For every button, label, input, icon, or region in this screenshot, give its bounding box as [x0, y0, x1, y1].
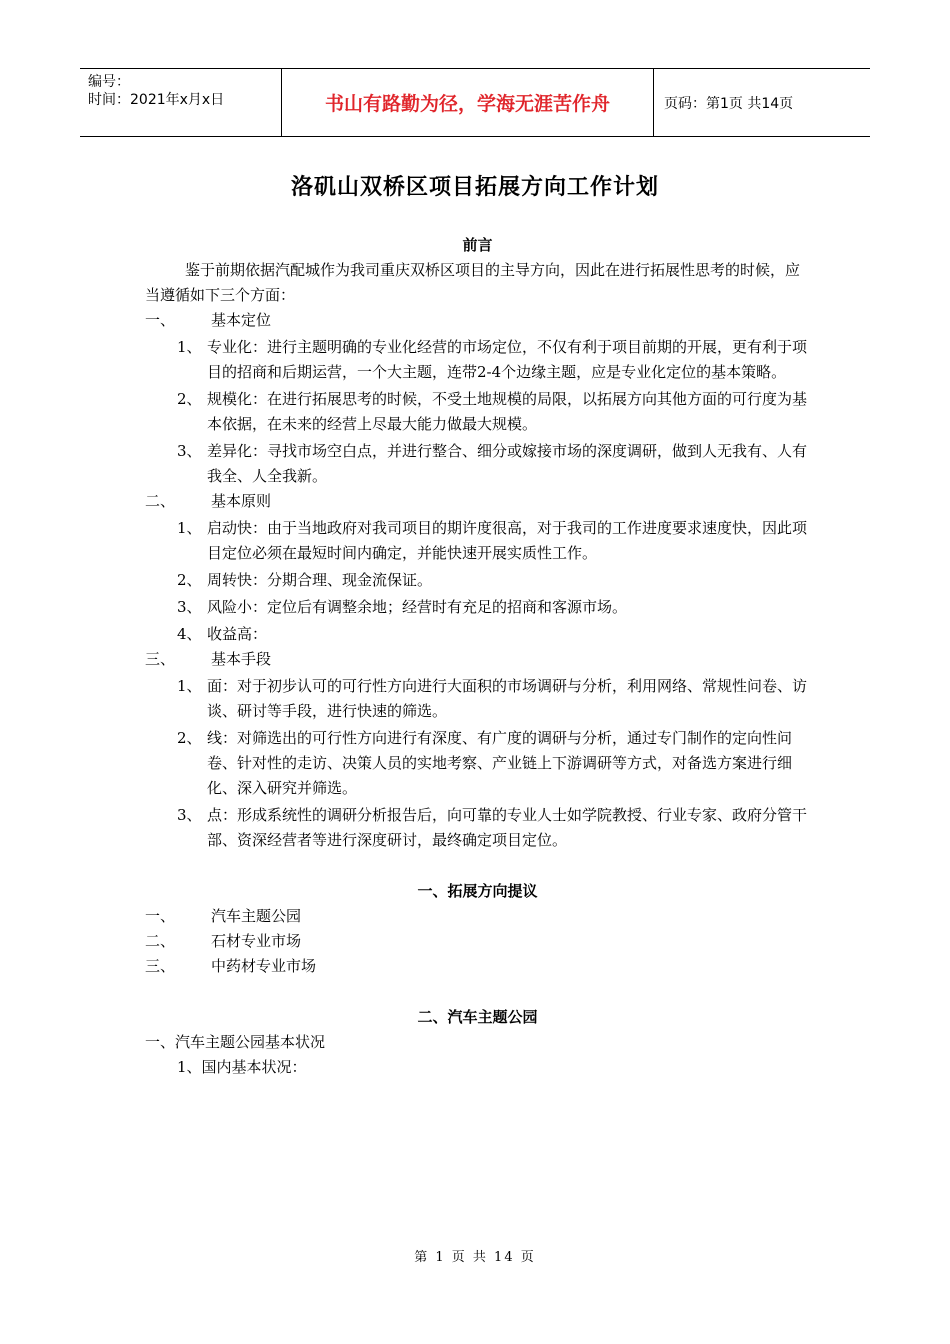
item-number: 1、: [177, 519, 202, 537]
item-text: 风险小：定位后有调整余地；经营时有充足的招商和客源市场。: [207, 598, 628, 616]
item-number: 3、: [177, 442, 202, 460]
part1-heading: 一、拓展方向提议: [417, 882, 538, 900]
item-text: 差异化：寻找市场空白点，并进行整合、细分或嫁接市场的深度调研，做到人无我有、人有我全、人全我新。: [207, 442, 808, 485]
document-title: 洛矶山双桥区项目拓展方向工作计划: [290, 175, 659, 200]
list-item: [145, 803, 810, 853]
list-item: [145, 622, 810, 647]
part2-heading: 二、汽车主题公园: [417, 1008, 538, 1026]
item-number: 1、: [177, 677, 202, 695]
list-item: [145, 439, 810, 489]
proposal-text: 汽车主题公园: [211, 907, 302, 925]
header-meta: [80, 69, 282, 136]
header-page-info: 页码：第1页 共14页: [664, 95, 794, 112]
item-number: 3、: [177, 598, 202, 616]
section-number: 二、: [145, 492, 176, 510]
preface-intro: 鉴于前期依据汽配城作为我司重庆双桥区项目的主导方向，因此在进行拓展性思考的时候，应当遵循如下三个方面：: [145, 261, 801, 304]
list-item: [145, 335, 810, 385]
item-text: 面：对于初步认可的可行性方向进行大面积的市场调研与分析，利用网络、常规性问卷、访谈、研讨等手段，进行快速的筛选。: [207, 677, 808, 720]
proposal-item: [145, 954, 810, 979]
item-text: 专业化：进行主题明确的专业化经营的市场定位，不仅有利于项目前期的开展，更有利于项目的招商和后期运营，一个大主题，连带2-4个边缘主题，应是专业化定位的基本策略。: [207, 338, 808, 381]
section-heading: [145, 308, 810, 333]
time-label: 时间：2021年x月x日: [88, 92, 225, 108]
item-number: 3、: [177, 806, 202, 824]
page-footer: 第 1 页 共 14 页: [414, 1250, 536, 1265]
list-item: [145, 387, 810, 437]
list-item: [145, 568, 810, 593]
item-number: 4、: [177, 625, 202, 643]
item-number: 2、: [177, 390, 202, 408]
item-text: 规模化：在进行拓展思考的时候，不受土地规模的局限，以拓展方向其他方面的可行度为基本依据，在未来的经营上尽最大能力做最大规模。: [207, 390, 808, 433]
list-item: [145, 516, 810, 566]
list-item: [145, 595, 810, 620]
section-title: 基本原则: [211, 492, 272, 510]
list-item: [145, 674, 810, 724]
preface-sections: [145, 308, 810, 853]
item-text: 收益高：: [207, 625, 268, 643]
section-heading: [145, 647, 810, 672]
section-number: 一、: [145, 311, 176, 329]
page-header: [80, 68, 870, 137]
section-title: 基本手段: [211, 650, 272, 668]
item-number: 2、: [177, 571, 202, 589]
part2-subitem: 1、国内基本状况：: [177, 1058, 307, 1076]
section-number: 三、: [145, 650, 176, 668]
section-title: 基本定位: [211, 311, 272, 329]
item-text: 周转快：分期合理、现金流保证。: [207, 571, 433, 589]
proposal-number: 一、: [145, 907, 176, 925]
section-heading: [145, 489, 810, 514]
item-text: 点：形成系统性的调研分析报告后，向可靠的专业人士如学院教授、行业专家、政府分管干部、资深经营者等进行深度研讨，最终确定项目定位。: [207, 806, 808, 849]
proposal-item: [145, 904, 810, 929]
part1-list: [145, 904, 810, 979]
number-label: 编号：: [88, 74, 130, 90]
proposal-text: 石材专业市场: [211, 932, 302, 950]
part2-subheading: 一、汽车主题公园基本状况: [145, 1033, 326, 1051]
item-text: 启动快：由于当地政府对我司项目的期许度很高，对于我司的工作进度要求速度快，因此项目定位必须在最短时间内确定，并能快速开展实质性工作。: [207, 519, 808, 562]
header-motto: 书山有路勤为径，学海无涯苦作舟: [282, 69, 654, 136]
list-item: [145, 726, 810, 801]
proposal-number: 二、: [145, 932, 176, 950]
proposal-number: 三、: [145, 957, 176, 975]
proposal-text: 中药材专业市场: [211, 957, 317, 975]
item-number: 2、: [177, 729, 202, 747]
preface-heading: 前言: [462, 236, 493, 254]
item-number: 1、: [177, 338, 202, 356]
document-body: [145, 233, 810, 1080]
proposal-item: [145, 929, 810, 954]
item-text: 线：对筛选出的可行性方向进行有深度、有广度的调研与分析，通过专门制作的定向性问卷、针对性的走访、决策人员的实地考察、产业链上下游调研等方式，对备选方案进行细化、深入研究并筛选。: [207, 729, 793, 797]
